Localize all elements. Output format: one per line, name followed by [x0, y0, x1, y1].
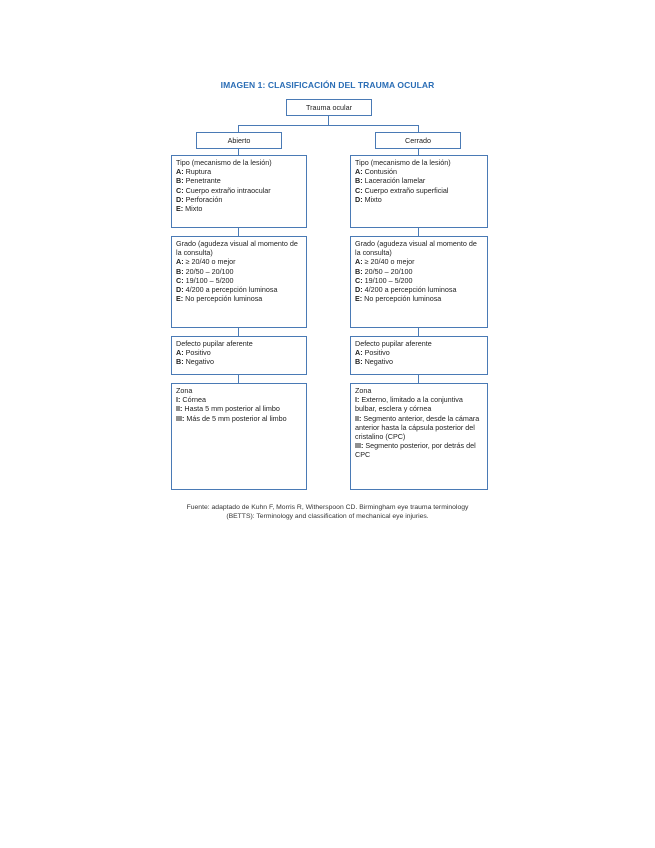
list-item: C: Cuerpo extraño superficial — [355, 185, 449, 195]
list-item: B: 20/50 – 20/100 — [355, 266, 413, 276]
diagram-title: IMAGEN 1: CLASIFICACIÓN DEL TRAUMA OCULAR — [220, 80, 435, 90]
open-defecto-box — [171, 336, 307, 375]
open-defecto-header: Defecto pupilar aferente — [176, 339, 253, 348]
list-item: B: Negativo — [355, 357, 393, 367]
branch-closed-node — [375, 132, 461, 149]
closed-zona-header: Zona — [355, 386, 372, 395]
connector-open-defecto — [238, 328, 239, 336]
list-item: E: No percepción luminosa — [176, 294, 263, 304]
list-item: II: Hasta 5 mm posterior al limbo — [176, 404, 280, 414]
open-tipo-box — [171, 155, 307, 228]
list-item: A: Contusión — [355, 167, 397, 177]
open-zona-box — [171, 383, 307, 490]
list-item: B: Negativo — [176, 357, 214, 367]
footnote-line-2: (BETTS): Terminology and classification of mechanical eye injuries. — [226, 513, 429, 520]
list-item: D: 4/200 a percepción luminosa — [176, 285, 278, 295]
closed-defecto-box — [350, 336, 488, 375]
list-item: III: Segmento posterior, por detrás del CPC — [355, 441, 476, 460]
branch-open-label: Abierto — [227, 135, 251, 145]
list-item: I: Externo, limitado a la conjuntiva bulbar, esclera y córnea — [355, 395, 463, 414]
connector-open-zona — [238, 375, 239, 383]
list-item: I: Córnea — [176, 395, 206, 405]
connector-branch-bar — [238, 125, 419, 126]
list-item: D: 4/200 a percepción luminosa — [355, 285, 457, 295]
root-node — [286, 99, 372, 116]
list-item: C: 19/100 – 5/200 — [176, 275, 234, 285]
connector-root-down — [328, 116, 329, 125]
connector-closed-grado — [418, 228, 419, 236]
closed-grado-header: Grado (agudeza visual al momento de la consulta) — [355, 239, 477, 258]
root-label: Trauma ocular — [305, 102, 353, 112]
branch-open-node — [196, 132, 282, 149]
footnote-line-1: Fuente: adaptado de Kuhn F, Morris R, Witherspoon CD. Birmingham eye trauma terminology — [186, 504, 469, 511]
open-tipo-header: Tipo (mecanismo de la lesión) — [176, 158, 272, 167]
open-zona-header: Zona — [176, 386, 193, 395]
closed-grado-box — [350, 236, 488, 328]
source-footnote — [140, 503, 515, 521]
connector-right-down — [418, 125, 419, 132]
list-item: D: Perforación — [176, 194, 223, 204]
open-grado-header: Grado (agudeza visual al momento de la consulta) — [176, 239, 298, 258]
list-item: D: Mixto — [355, 194, 382, 204]
branch-closed-label: Cerrado — [405, 135, 431, 145]
list-item: B: 20/50 – 20/100 — [176, 266, 234, 276]
list-item: A: Positivo — [176, 348, 211, 358]
open-grado-box — [171, 236, 307, 328]
connector-closed-defecto — [418, 328, 419, 336]
list-item: B: Laceración lamelar — [355, 176, 426, 186]
connector-open-grado — [238, 228, 239, 236]
list-item: A: Positivo — [355, 348, 390, 358]
list-item: E: No percepción luminosa — [355, 294, 442, 304]
list-item: A: ≥ 20/40 o mejor — [355, 257, 415, 267]
closed-tipo-box — [350, 155, 488, 228]
list-item: A: Ruptura — [176, 167, 212, 177]
list-item: III: Más de 5 mm posterior al limbo — [176, 413, 287, 423]
connector-closed-zona — [418, 375, 419, 383]
closed-zona-box — [350, 383, 488, 490]
list-item: B: Penetrante — [176, 176, 221, 186]
closed-tipo-header: Tipo (mecanismo de la lesión) — [355, 158, 451, 167]
connector-left-down — [238, 125, 239, 132]
list-item: E: Mixto — [176, 204, 203, 214]
list-item: II: Segmento anterior, desde la cámara anterior hasta la cápsula posterior del cristalino (CPC) — [355, 413, 480, 442]
list-item: A: ≥ 20/40 o mejor — [176, 257, 236, 267]
list-item: C: 19/100 – 5/200 — [355, 275, 413, 285]
list-item: C: Cuerpo extraño intraocular — [176, 185, 271, 195]
closed-defecto-header: Defecto pupilar aferente — [355, 339, 432, 348]
